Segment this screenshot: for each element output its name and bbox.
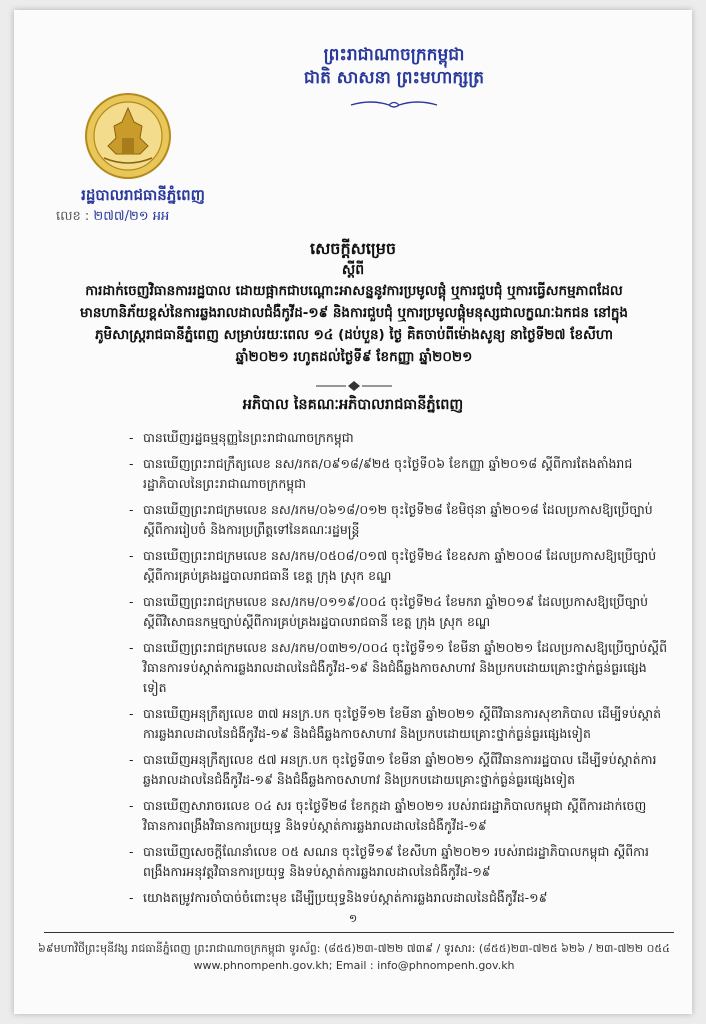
national-motto: ជាតិ សាសនា ព្រះមហាក្សត្រ [303,68,485,88]
list-item: - បានឃើញព្រះរាជក្រមលេខ នស/រកម/០៥០៨/០១៧ ចុះថ្ងៃទី២៤ ខែឧសភា ឆ្នាំ២០០៨ ដែលប្រកាសឱ្យប្រើច្បាប់ស្តីពីការគ្រប់គ្រងរដ្ឋបាលរាជធានី ខេត្ត ក្រុង ស្រុក ខណ្ឌ [129,548,657,583]
issuing-authority: រដ្ឋបាលរាជធានីភ្នំពេញ [81,186,205,204]
kingdom-header [204,44,584,90]
section-divider [314,380,394,392]
footer-web: www.phnompenh.gov.kh; Email : info@phnompenh.gov.kh [193,959,515,972]
list-item: - បានឃើញព្រះរាជក្រមលេខ នស/រកម/០៣២១/០០៤ ចុះថ្ងៃទី១១ ខែមីនា ឆ្នាំ២០២១ ដែលប្រកាសឱ្យប្រើច្បាប់ស្តីពីវិធានការទប់ស្កាត់ការឆ្លងរាលដាលនៃជំងឺកូវីដ-១៩ និងជំងឺឆ្លងកាចសាហាវ និងប្រកបដោយគ្រោះថ្នាក់ធ្ងន់ធ្ងរផ្សេងទៀត [129,640,668,695]
kingdom-name: ព្រះរាជាណាចក្រកម្ពុជា [323,45,465,65]
reference-value: ២៧៧/២១ អអ [93,209,170,224]
reference-label: លេខ : [56,209,90,224]
document-on: ស្តីពី [341,262,365,278]
footer-divider [44,932,674,933]
document-type: សេចក្តីសម្រេច [309,239,396,258]
list-item: - បានឃើញព្រះរាជក្រមលេខ នស/រកម/០១១៩/០០៤ ចុះថ្ងៃទី២៤ ខែមករា ឆ្នាំ២០១៩ ដែលប្រកាសឱ្យប្រើច្បាប់ស្តីពីវិសោធនកម្មច្បាប់ស្តីពីការគ្រប់គ្រងរដ្ឋបាលរាជធានី ខេត្ត ក្រុង ស្រុក ខណ្ឌ [129,594,649,629]
document-subject: ការដាក់ចេញវិធានការរដ្ឋបាល ដោយផ្អាកជាបណ្តោះអាសន្ននូវការប្រមូលផ្តុំ ឬការជួបជុំ ឬការធ្វើសកម្មភាពដែលមានហានិភ័យខ្ពស់នៃការឆ្លងរាលដាលជំងឺកូវីដ-១៩ និងការជួបជុំ ឬការប្រមូលផ្តុំមនុស្សជាលក្ខណៈឯកជន នៅក្នុងភូមិសាស្ត្ររាជធានីភ្នំពេញ សម្រាប់រយៈពេល ១៤ (ដប់បួន) ថ្ងៃ គិតចាប់ពីម៉ោងសូន្យ នាថ្ងៃទី២៧ ខែសីហា ឆ្នាំ២០២១ រហូតដល់ថ្ងៃទី៩ ខែកញ្ញា ឆ្នាំ២០២១ [79,283,628,365]
phnom-penh-seal-icon [84,92,172,180]
list-item: - បានឃើញសេចក្តីណែនាំលេខ ០៥ សណន ចុះថ្ងៃទី១៩ ខែសីហា ឆ្នាំ២០២១ របស់រាជរដ្ឋាភិបាលកម្ពុជា ស្តីពីការពង្រឹងការអនុវត្តវិធានការប្រយុទ្ធ និងទប់ស្កាត់ការឆ្លងរាលដាលនៃជំងឺកូវីដ-១៩ [129,844,650,879]
document-page [14,10,692,1014]
preamble-list [129,428,669,914]
list-item: - បានឃើញរដ្ឋធម្មនុញ្ញនៃព្រះរាជាណាចក្រកម្ពុជា [129,430,354,445]
header-ornament [349,98,439,112]
page-number: ១ [348,912,358,925]
footer [34,940,674,974]
list-item: - បានឃើញអនុក្រឹត្យលេខ ៥៧ អនក្រ.បក ចុះថ្ងៃទី៣១ ខែមីនា ឆ្នាំ២០២១ ស្តីពីវិធានការរដ្ឋបាល ដើម្បីទប់ស្កាត់ការឆ្លងរាលដាលនៃជំងឺកូវីដ-១៩ និងជំងឺឆ្លងកាចសាហាវ និងប្រកបដោយគ្រោះថ្នាក់ធ្ងន់ធ្ងរផ្សេងទៀត [129,752,657,787]
list-item: - បានឃើញព្រះរាជក្រមលេខ នស/រកម/០៦១៨/០១២ ចុះថ្ងៃទី២៨ ខែមិថុនា ឆ្នាំ២០១៨ ដែលប្រកាសឱ្យប្រើច្បាប់ស្តីពីការរៀបចំ និងការប្រព្រឹត្តទៅនៃគណៈរដ្ឋមន្ត្រី [129,502,653,537]
list-item: - បានឃើញព្រះរាជក្រឹត្យលេខ នស/រកត/០៩១៨/៩២៥ ចុះថ្ងៃទី០៦ ខែកញ្ញា ឆ្នាំ២០១៨ ស្តីពីការតែងតាំងរាជរដ្ឋាភិបាលនៃព្រះរាជាណាចក្រកម្ពុជា [129,456,633,491]
authority-heading: អភិបាល នៃគណៈអភិបាលរាជធានីភ្នំពេញ [242,397,464,413]
list-item: - យោងតម្រូវការចាំបាច់ចំពោះមុខ ដើម្បីប្រយុទ្ធនិងទប់ស្កាត់ការឆ្លងរាលដាលនៃជំងឺកូវីដ-១៩ [129,890,548,905]
list-item: - បានឃើញអនុក្រឹត្យលេខ ៣៧ អនក្រ.បក ចុះថ្ងៃទី១២ ខែមីនា ឆ្នាំ២០២១ ស្តីពីវិធានការសុខាភិបាល ដើម្បីទប់ស្កាត់ការឆ្លងរាលដាលនៃជំងឺកូវីដ-១៩ និងជំងឺឆ្លងកាចសាហាវ និងប្រកបដោយគ្រោះថ្នាក់ធ្ងន់ធ្ងរផ្សេងទៀត [129,706,662,741]
list-item: - បានឃើញសារាចរលេខ ០៤ សរ ចុះថ្ងៃទី២៨ ខែកក្កដា ឆ្នាំ២០២១ របស់រាជរដ្ឋាភិបាលកម្ពុជា ស្តីពីការដាក់ចេញវិធានការពង្រឹងវិធានការប្រយុទ្ធ និងទប់ស្កាត់ការឆ្លងរាលដាលនៃជំងឺកូវីដ-១៩ [129,798,647,833]
footer-address: ៦៩មហាវិថីព្រះមុនីវង្ស រាជធានីភ្នំពេញ ព្រះរាជាណាចក្រកម្ពុជា ទូរស័ព្ទ: (៨៥៥)២៣-៧២២ ៧៣៩ / ទូរសារ: (៨៥៥)២៣-៧២៥ ៦២៦ / ២៣-៧២២ ០៥៤ [38,942,670,955]
reference-number [56,208,169,227]
